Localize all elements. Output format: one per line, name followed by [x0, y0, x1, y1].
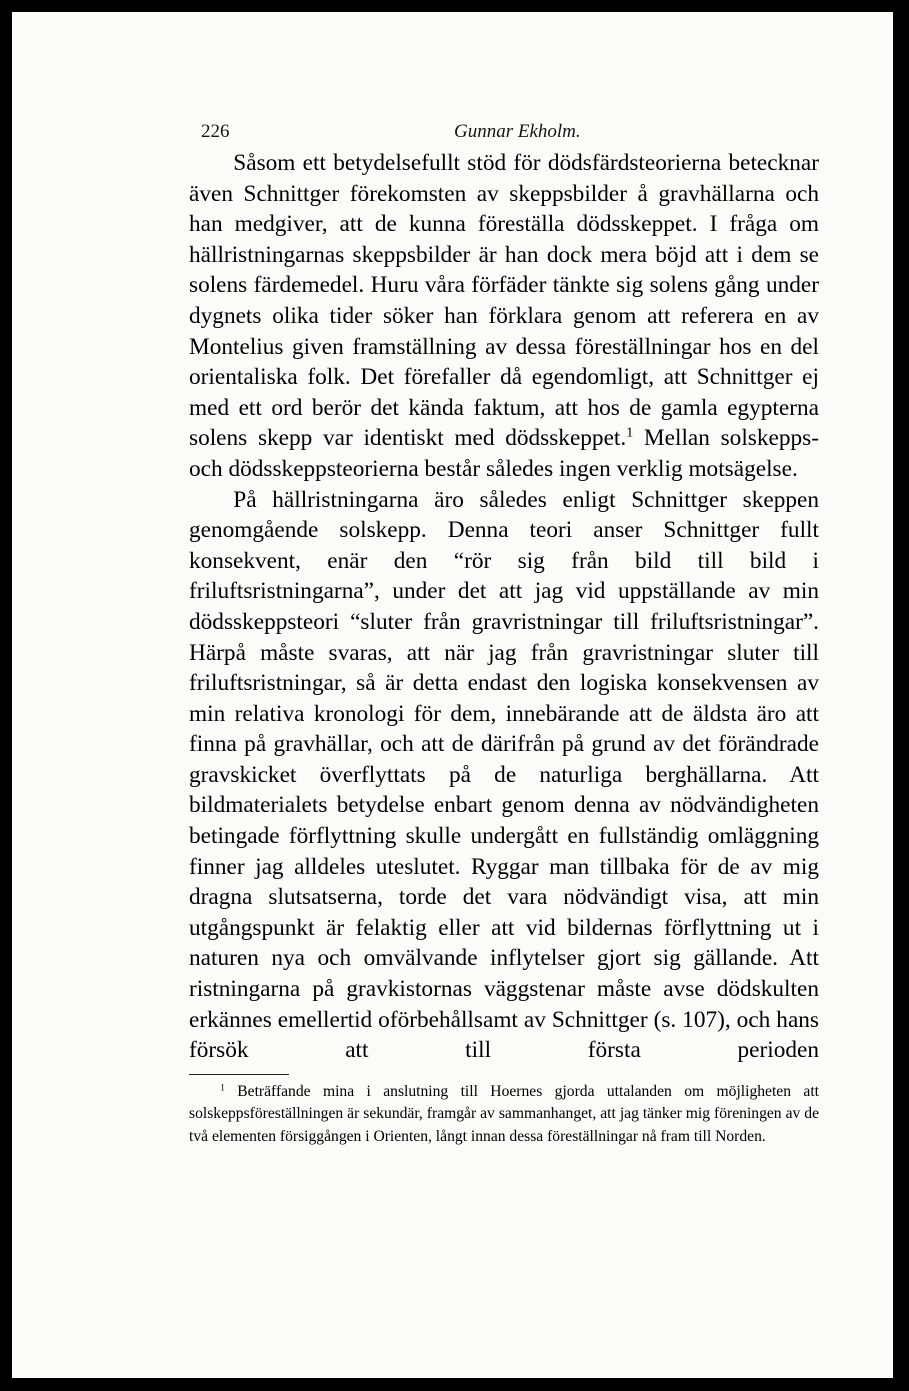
footnote-paragraph	[189, 1081, 819, 1148]
footnote-reference: 1	[626, 425, 634, 441]
running-head: Gunnar Ekholm.	[454, 121, 581, 142]
paragraph-1	[189, 148, 819, 485]
body-text	[189, 148, 819, 1066]
footnote	[189, 1081, 819, 1148]
page-header	[201, 121, 831, 147]
paragraph-2: På hällristningarna äro således enligt Schnittger skeppen genomgående solskepp. Denna teori anser Schnittger fullt konsekvent, enär den “rör sig från bild till bild i friluftsristningarna”, under det att jag vid uppställande av min dödsskeppsteori “sluter från gravristningar till friluftsristningar”. Härpå måste svaras, att när jag från gravristningar sluter till friluftsristningar, så är detta endast den logiska konsekvensen av min relativa kronologi för dem, innebärande att de äldsta äro att finna på gravhällar, och att de därifrån på grund av det förändrade gravskicket överflyttats på de naturliga berghällarna. Att bildmaterialets betydelse enbart genom denna av nödvändigheten betingade förflyttning skulle undergått en fullständig omläggning finner jag alldeles uteslutet. Ryggar man tillbaka för de av mig dragna slutsatserna, torde det vara nödvändigt visa, att min utgångspunkt är felaktig eller att vid bildernas förflyttning ut i naturen nya och omvälvande inflytelser gjort sig gällande. Att ristningarna på gravkistornas väggstenar måste avse dödskulten erkännes emellertid oförbehållsamt av Schnittger (s. 107), och hans försök att till första perioden	[189, 486, 819, 1064]
paragraph-1-text-a: Såsom ett betydelsefullt stöd för dödsfärdsteorierna betecknar även Schnittger förekomsten av skeppsbilder å gravhällarna och han medgiver, att de kunna föreställa dödsskeppet. I fråga om hällristningarnas skeppsbilder är han dock mera böjd att i dem se solens färdemedel. Huru våra förfäder tänkte sig solens gång under dygnets olika tider söker han förklara genom att referera en av Montelius given framställning av dessa föreställningar hos en del orientaliska folk. Det förefaller då egendomligt, att Schnittger ej med ett ord berör det kända faktum, att hos de gamla egypterna solens skepp var identiskt med dödsskeppet.	[189, 150, 819, 452]
footnote-text: Beträffande mina i anslutning till Hoernes gjorda uttalanden om möjligheten att solskeppsföreställningen är sekundär, framgår av sammanhanget, att jag tänker mig föreningen av de två elementen försiggången i Orienten, långt innan dessa föreställningar nå fram till Norden.	[189, 1083, 819, 1145]
paragraph-1-text-b: Mellan solskepps- och dödsskeppsteorierna består således ingen verklig motsägelse.	[189, 425, 819, 482]
page-number: 226	[201, 121, 230, 142]
footnote-marker: 1	[220, 1083, 225, 1094]
footnote-divider	[189, 1074, 289, 1075]
